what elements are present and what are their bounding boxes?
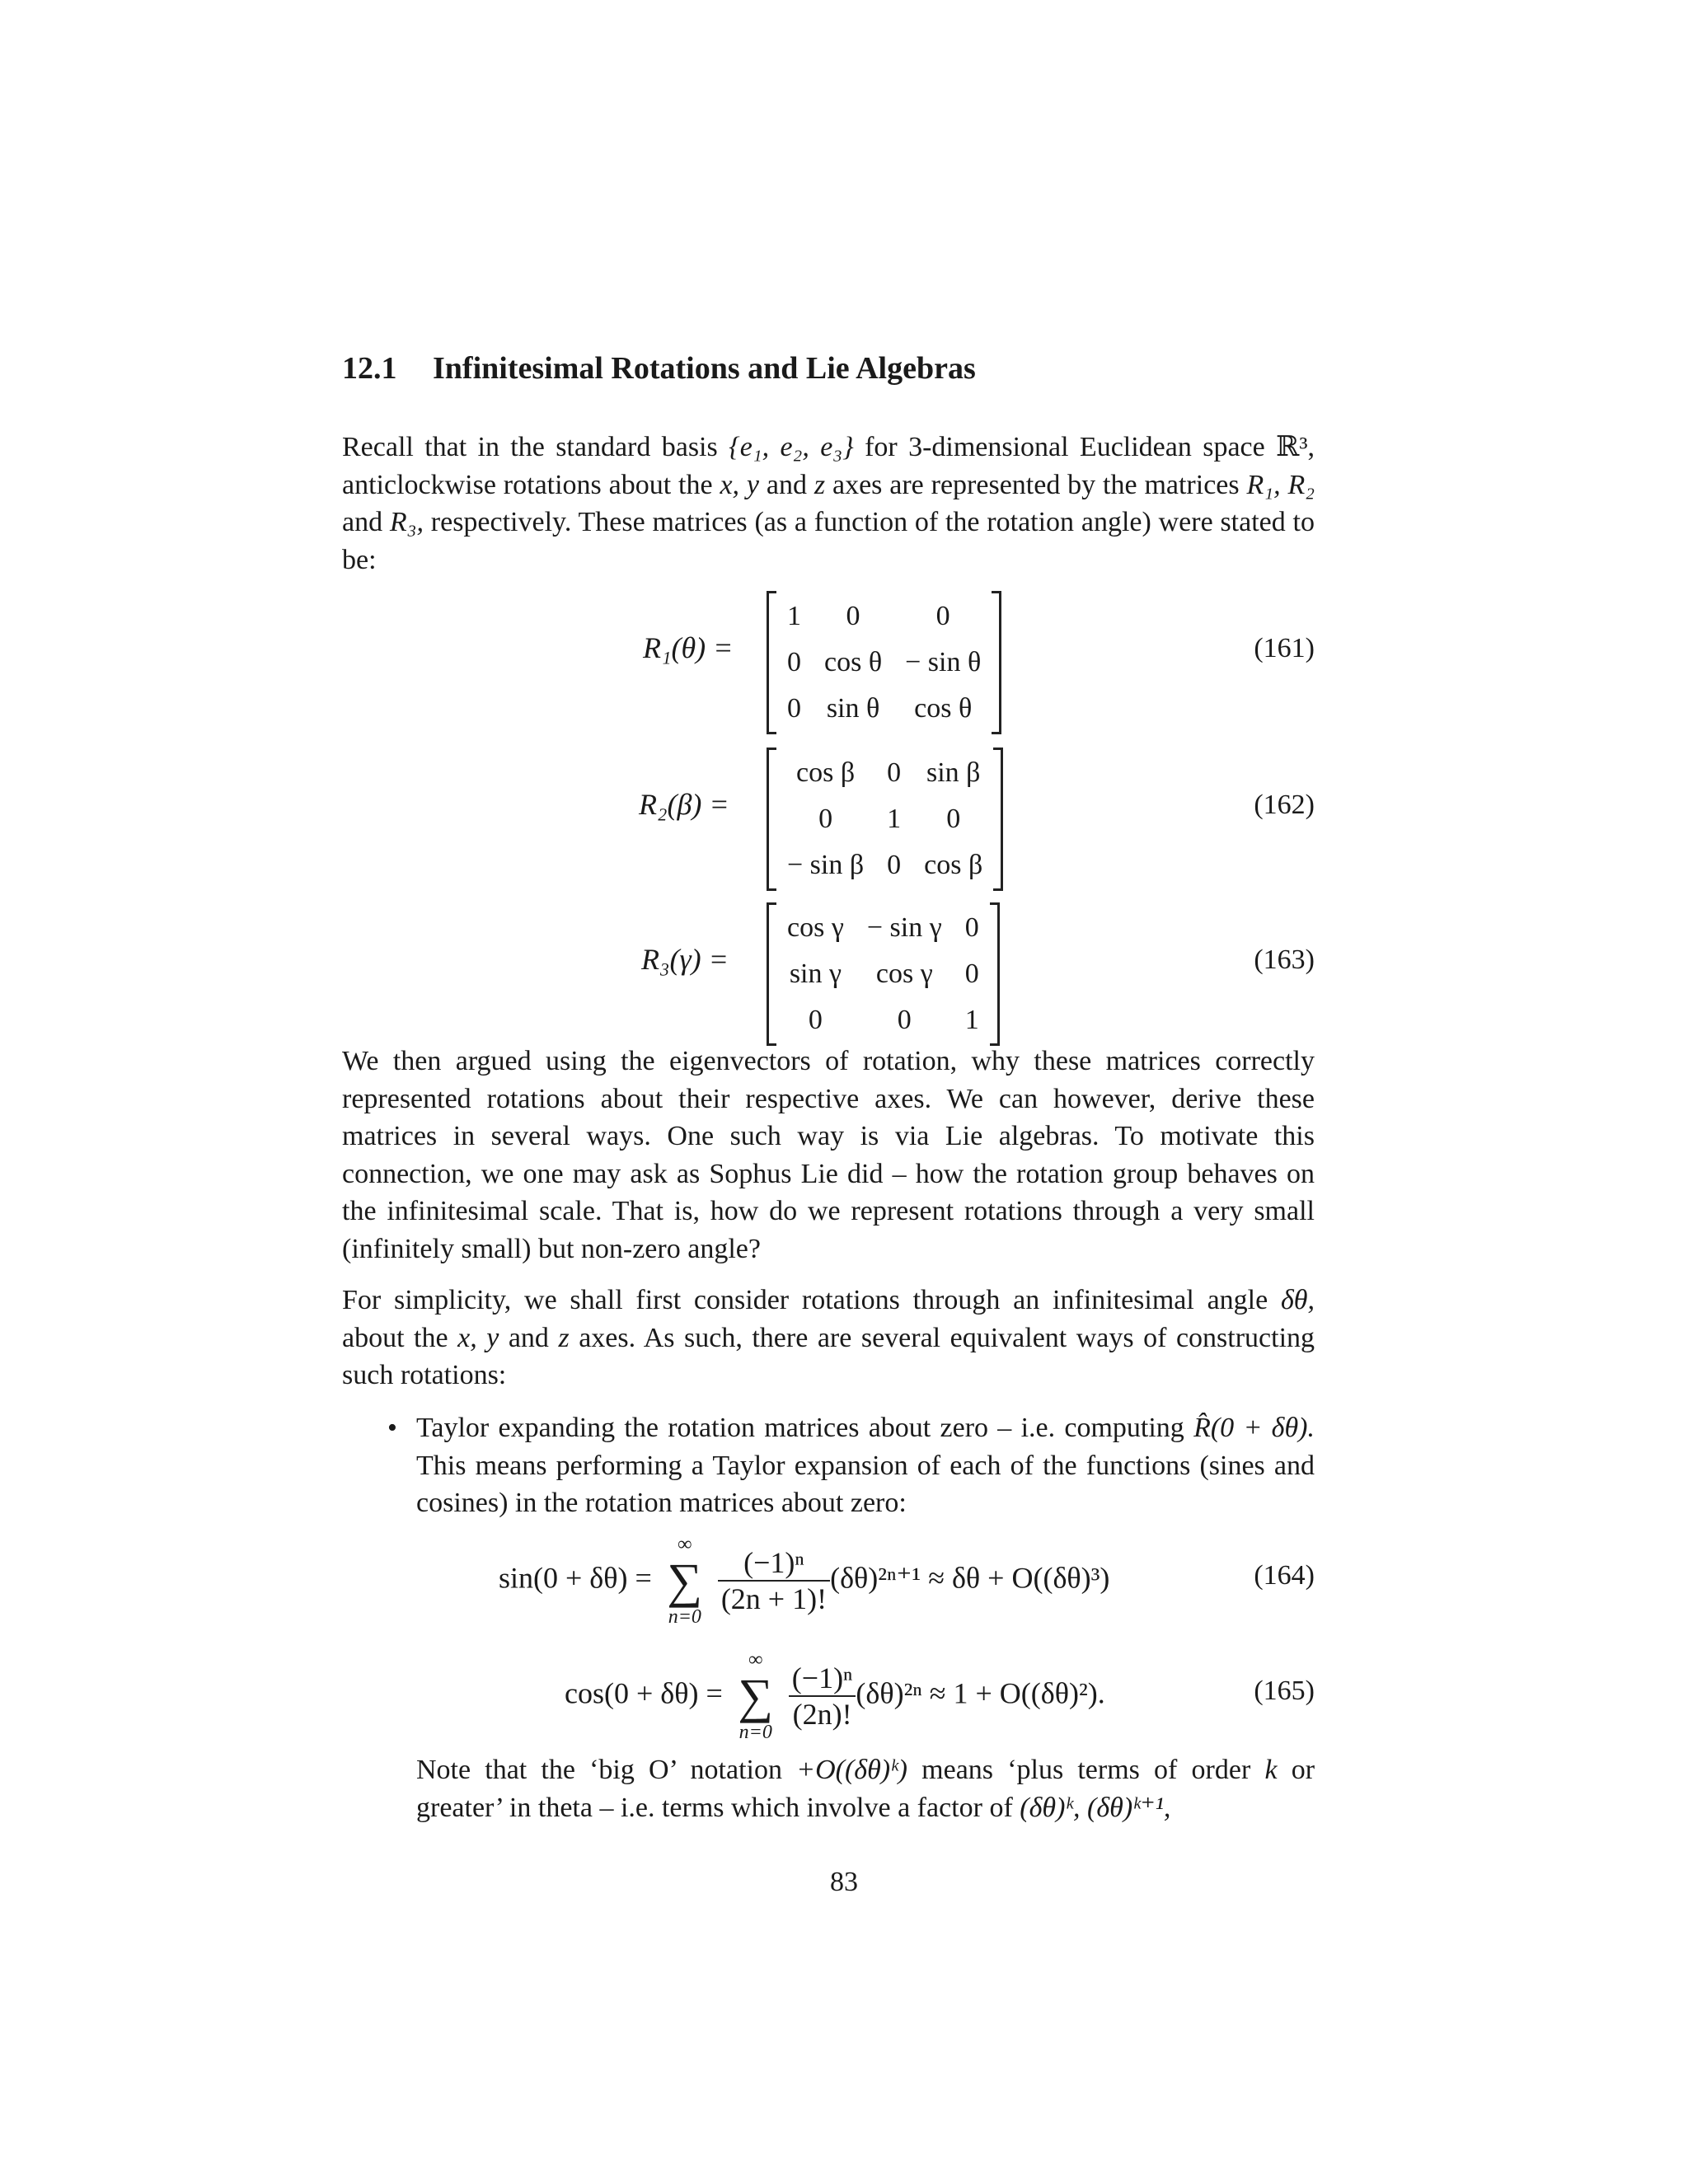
summation-symbol [659, 1533, 710, 1629]
section-number: 12.1 [342, 351, 397, 386]
matrix-cell: 1 [964, 1005, 979, 1035]
matrix-cell: 0 [887, 850, 902, 880]
euclidean-space-symbol: ℝ³, [1276, 432, 1315, 462]
series-lhs: cos(0 + δθ) = [565, 1676, 723, 1710]
series-lhs: sin(0 + δθ) = [499, 1561, 652, 1595]
equation-165 [565, 1648, 1105, 1744]
order-symbol: k [1264, 1755, 1278, 1785]
para3-text-4: axes. As such, there are several equivalent ways of constructing such rotations: [342, 1322, 1315, 1390]
matrix-cell: 0 [846, 601, 860, 631]
paragraph-3 [342, 1282, 1315, 1394]
angle-symbol: δθ, [1281, 1285, 1315, 1315]
sum-lower-limit: n=0 [738, 1722, 772, 1743]
equation-number: (163) [1254, 944, 1315, 975]
matrix-cell: cos γ [875, 958, 933, 989]
matrix-cell: cos β [924, 850, 983, 880]
sigma-icon: ∑ [667, 1554, 703, 1608]
equation-161 [342, 589, 1315, 738]
equation-164 [499, 1533, 1109, 1629]
rotation-matrix-r2 [767, 750, 1003, 888]
equation-lhs: R₁(θ) = [643, 631, 734, 664]
bullet-text-1: Taylor expanding the rotation matrices about zero – i.e. computing [416, 1413, 1184, 1443]
matrix-cell: 1 [887, 804, 902, 834]
equation-162 [342, 746, 1315, 894]
matrix-cell: − sin γ [866, 912, 942, 943]
matrix-cell: sin β [926, 757, 981, 788]
matrix-cell: cos β [796, 757, 856, 788]
basis-set: {e₁, e₂, e₃} [729, 432, 854, 462]
intro-text-5: axes are represented by the matrices [832, 469, 1240, 500]
para3-text-2: about the [342, 1322, 448, 1353]
matrix-cell: 0 [897, 1005, 912, 1035]
rotation-matrix-r3 [767, 905, 1000, 1043]
matrix-cell: 0 [964, 958, 979, 989]
matrix-cell: cos θ [824, 647, 883, 677]
note-text-2: means ‘plus terms of order [921, 1755, 1251, 1785]
order-terms: (δθ)ᵏ, (δθ)ᵏ⁺¹, [1020, 1792, 1171, 1823]
equation-number: (164) [1254, 1560, 1315, 1591]
matrix-cell: 0 [787, 693, 801, 724]
para3-text-3: and [508, 1322, 549, 1353]
fraction-numerator: (−1)ⁿ [718, 1545, 830, 1582]
matrix-symbols: R₁, R₂ [1246, 469, 1315, 500]
matrix-cell: 0 [787, 647, 801, 677]
matrix-cell: 0 [935, 601, 950, 631]
paragraph-2 [342, 1043, 1315, 1268]
matrix-cell: cos γ [787, 912, 844, 943]
fraction [718, 1545, 830, 1616]
section-heading [342, 350, 976, 387]
intro-text-4: and [766, 469, 807, 500]
sum-lower-limit: n=0 [668, 1606, 701, 1628]
section-title: Infinitesimal Rotations and Lie Algebras [433, 351, 976, 386]
note-text-1: Note that the ‘big O’ notation [416, 1755, 782, 1785]
axes-xy: x, y [720, 469, 760, 500]
matrix-cell: 0 [887, 757, 902, 788]
page-number: 83 [830, 1867, 858, 1897]
intro-text-3: anticlockwise rotations about the [342, 469, 713, 500]
big-o-expression: +O((δθ)ᵏ) [796, 1755, 907, 1785]
equation-number: (165) [1254, 1675, 1315, 1706]
equation-lhs: R₃(γ) = [641, 943, 729, 976]
intro-text-6: and [342, 507, 383, 537]
fraction [789, 1661, 856, 1732]
matrix-cell: 0 [946, 804, 961, 834]
intro-paragraph [342, 429, 1315, 579]
axes-xy: x, y [457, 1322, 499, 1353]
matrix-cell: 0 [818, 804, 833, 834]
series-tail: (δθ)²ⁿ⁺¹ ≈ δθ + O((δθ)³) [830, 1561, 1110, 1595]
matrix-cell: 1 [787, 601, 801, 631]
matrix-cell: sin γ [789, 958, 842, 989]
bullet-icon: • [387, 1413, 397, 1443]
matrix-cell: − sin β [787, 850, 865, 880]
note-paragraph [416, 1751, 1315, 1826]
equation-lhs: R₂(β) = [639, 788, 729, 821]
axis-z: z [814, 469, 826, 500]
rotation-matrix-r1 [767, 593, 1001, 732]
note-text-3: or greater’ in theta – i.e. terms which involve a factor of [416, 1755, 1315, 1823]
sum-upper-limit: ∞ [748, 1649, 763, 1671]
paragraph-2-text: We then argued using the eigenvectors of rotation, why these matrices correctly represented rotations about their respective axes. We can however, derive these matrices in several ways. One such way is via Lie algebras. To motivate this connection, we one may ask as Sophus Lie did – how the rotation group behaves on the infinitesimal scale. That is, how do we represent rotations through a very small (infinitely small) but non-zero angle? [342, 1046, 1315, 1264]
summation-symbol [730, 1648, 781, 1744]
rotation-expression: R̂(0 + δθ). [1193, 1413, 1315, 1443]
intro-text-2: for 3-dimensional Euclidean space [865, 432, 1265, 462]
matrix-cell: − sin θ [905, 647, 982, 677]
equation-number: (162) [1254, 790, 1315, 820]
fraction-numerator: (−1)ⁿ [789, 1661, 856, 1697]
bullet-list [387, 1409, 1315, 1522]
fraction-denominator: (2n + 1)! [720, 1582, 828, 1615]
axis-z: z [558, 1322, 570, 1353]
para3-text-1: For simplicity, we shall first consider rotations through an infinitesimal angle [342, 1285, 1268, 1315]
matrix-symbol-r3: R₃, [389, 507, 424, 537]
intro-text-1: Recall that in the standard basis [342, 432, 718, 462]
bullet-text-2: This means performing a Taylor expansion of each of the functions (sines and cosines) in the rotation matrices about zero: [416, 1450, 1315, 1518]
matrix-cell: cos θ [914, 693, 973, 724]
sigma-icon: ∑ [738, 1669, 774, 1723]
series-tail: (δθ)²ⁿ ≈ 1 + O((δθ)²). [856, 1676, 1105, 1710]
sum-upper-limit: ∞ [678, 1534, 692, 1555]
matrix-cell: 0 [808, 1005, 823, 1035]
equation-163 [342, 901, 1315, 1049]
matrix-cell: 0 [964, 912, 979, 943]
intro-text-7: respectively. These matrices (as a function of the rotation angle) were stated to be: [342, 507, 1315, 575]
equation-number: (161) [1254, 633, 1315, 663]
fraction-denominator: (2n)! [792, 1698, 852, 1731]
list-item [387, 1409, 1315, 1522]
matrix-cell: sin θ [826, 693, 880, 724]
